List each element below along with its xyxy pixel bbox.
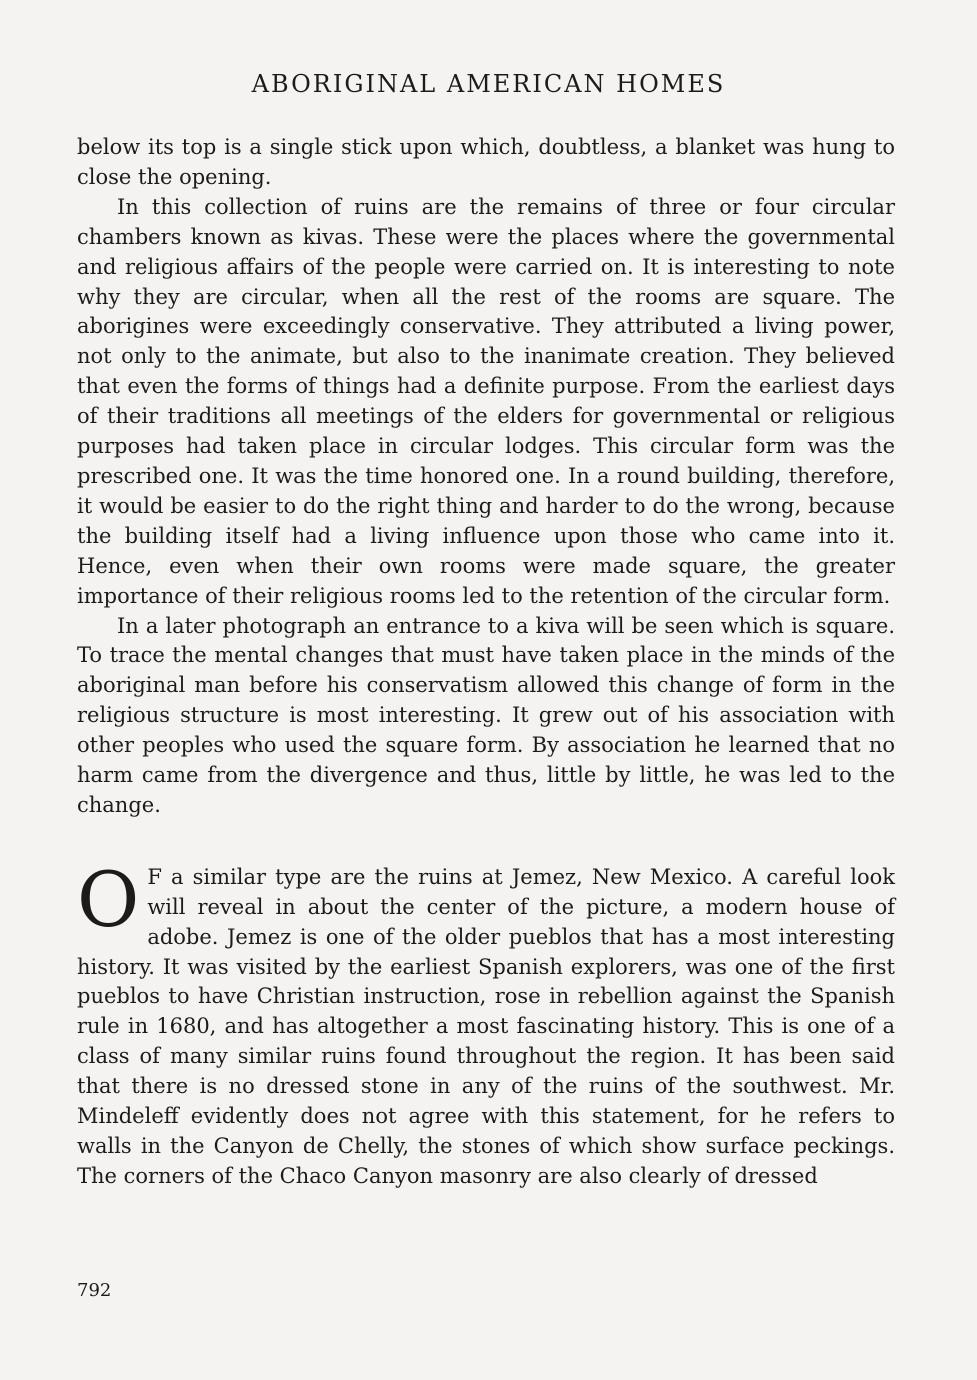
paragraph-jemez-text: F a similar type are the ruins at Jemez, New Mexico. A careful look will reveal in about the center of the picture, a modern house of adobe. Jemez is one of the older pueblos that has a most interesting history. It was visited by the earliest Spanish explorers, was one of the first pueblos to have Christian instruction, rose in rebellion against the Spanish rule in 1680, and has altogether a most fascinating history. This is one of a class of many similar ruins found throughout the region. It has been said that there is no dressed stone in any of the ruins of the southwest. Mr. Mindeleff evidently does not agree with this statement, for he refers to walls in the Canyon de Chelly, the stones of which show surface peckings. The corners of the Chaco Canyon masonry are also clearly of dressed xyxy=(77,864,895,1188)
body-text xyxy=(77,133,895,1192)
paragraph-kivas: In this collection of ruins are the remains of three or four circular chambers known as kivas. These were the places where the governmental and religious affairs of the people were carried on. It is interesting to note why they are circular, when all the rest of the rooms are square. The aborigines were exceedingly conservative. They attributed a living power, not only to the animate, but also to the inanimate creation. They believed that even the forms of things had a definite purpose. From the earliest days of their traditions all meetings of the elders for governmental or religious purposes had taken place in circular lodges. This circular form was the prescribed one. It was the time honored one. In a round building, therefore, it would be easier to do the right thing and harder to do the wrong, because the building itself had a living influence upon those who came into it. Hence, even when their own rooms were made square, the greater importance of their religious rooms led to the retention of the circular form. xyxy=(77,194,895,608)
drop-cap: O xyxy=(77,854,140,944)
paragraph-kiva-entrance: In a later photograph an entrance to a kiva will be seen which is square. To trace the mental changes that must have taken place in the minds of the aboriginal man before his conservatism allowed this change of form in the religious structure is most interesting. It grew out of his association with other peoples who used the square form. By association he learned that no harm came from the divergence and thus, little by little, he was led to the change. xyxy=(77,613,895,817)
page-number: 792 xyxy=(77,1280,112,1301)
running-title: ABORIGINAL AMERICAN HOMES xyxy=(251,70,726,98)
section-break xyxy=(77,821,895,863)
paragraph-continuation: below its top is a single stick upon which, doubtless, a blanket was hung to close the opening. xyxy=(77,135,895,189)
paragraph-jemez xyxy=(77,854,895,1192)
